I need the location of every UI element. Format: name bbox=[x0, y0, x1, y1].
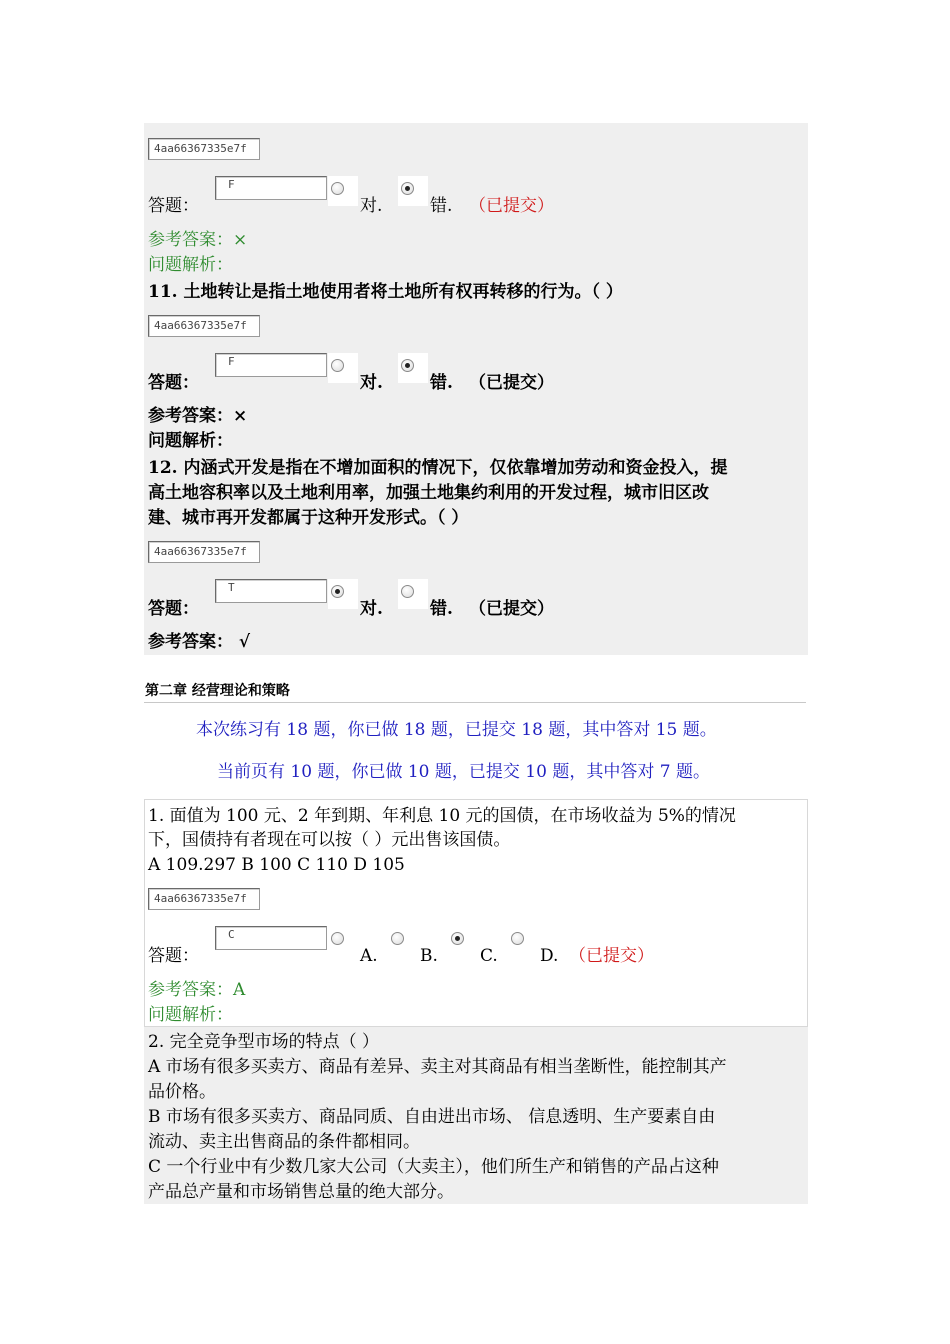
answer-label: 答题： bbox=[148, 196, 199, 216]
question-id-field[interactable]: 4aa66367335e7f bbox=[148, 138, 260, 160]
option-false-label: 错. bbox=[430, 373, 453, 393]
question-id-field[interactable]: 4aa66367335e7f bbox=[148, 541, 260, 563]
answer-input[interactable]: C bbox=[215, 926, 327, 950]
submitted-status: （已提交） bbox=[469, 373, 554, 393]
question-text-line: 12. 内涵式开发是指在不增加面积的情况下，仅依靠增加劳动和资金投入，提 bbox=[148, 458, 728, 478]
radio-option-b[interactable] bbox=[391, 932, 404, 945]
option-text-line: 流动、卖主出售商品的条件都相同。 bbox=[148, 1132, 420, 1152]
submitted-status: （已提交） bbox=[569, 946, 654, 966]
answer-input[interactable]: F bbox=[215, 353, 327, 377]
option-text-line: 品价格。 bbox=[148, 1082, 216, 1102]
option-true-label: 对. bbox=[360, 373, 383, 393]
submitted-status: （已提交） bbox=[469, 196, 554, 216]
analysis-label: 问题解析： bbox=[148, 1005, 233, 1025]
option-a-label: A. bbox=[360, 946, 378, 966]
option-text-line: C 一个行业中有少数几家大公司（大卖主），他们所生产和销售的产品占这种 bbox=[148, 1157, 719, 1177]
analysis-label: 问题解析： bbox=[148, 255, 233, 275]
radio-option-c[interactable] bbox=[451, 932, 464, 945]
radio-false[interactable] bbox=[401, 359, 414, 372]
question-text: 11. 土地转让是指土地使用者将土地所有权再转移的行为。（ ） bbox=[148, 282, 623, 302]
option-c-label: C. bbox=[480, 946, 498, 966]
option-d-label: D. bbox=[540, 946, 559, 966]
answer-label: 答题： bbox=[148, 946, 199, 966]
reference-answer: 参考答案：× bbox=[148, 406, 248, 426]
option-b-label: B. bbox=[420, 946, 438, 966]
question-id-field[interactable]: 4aa66367335e7f bbox=[148, 315, 260, 337]
analysis-label: 问题解析： bbox=[148, 431, 233, 451]
chapter-title: 第二章 经营理论和策略 bbox=[145, 683, 290, 699]
answer-input[interactable]: F bbox=[215, 176, 327, 200]
question-options: A 109.297 B 100 C 110 D 105 bbox=[148, 855, 405, 875]
radio-false[interactable] bbox=[401, 182, 414, 195]
option-false-label: 错. bbox=[430, 599, 453, 619]
radio-false[interactable] bbox=[401, 585, 414, 598]
option-text-line: A 市场有很多买卖方、商品有差异、卖主对其商品有相当垄断性，能控制其产 bbox=[148, 1057, 727, 1077]
summary-page: 当前页有 10 题，你已做 10 题，已提交 10 题，其中答对 7 题。 bbox=[217, 762, 710, 782]
option-text-line: B 市场有很多买卖方、商品同质、自由进出市场、 信息透明、生产要素自由 bbox=[148, 1107, 716, 1127]
question-text-line: 高土地容积率以及土地利用率，加强土地集约利用的开发过程，城市旧区改 bbox=[148, 483, 709, 503]
radio-option-d[interactable] bbox=[511, 932, 524, 945]
radio-option-a[interactable] bbox=[331, 932, 344, 945]
question-text-line: 下，国债持有者现在可以按（ ）元出售该国债。 bbox=[148, 830, 511, 850]
question-id-field[interactable]: 4aa66367335e7f bbox=[148, 888, 260, 910]
option-text-line: 产品总产量和市场销售总量的绝大部分。 bbox=[148, 1182, 454, 1202]
summary-total: 本次练习有 18 题，你已做 18 题，已提交 18 题，其中答对 15 题。 bbox=[196, 720, 717, 740]
option-false-label: 错. bbox=[430, 196, 453, 216]
radio-true[interactable] bbox=[331, 182, 344, 195]
reference-answer: 参考答案：A bbox=[148, 980, 246, 1000]
question-text-line: 1. 面值为 100 元、2 年到期、年利息 10 元的国债，在市场收益为 5%的情况 bbox=[148, 806, 736, 826]
reference-answer: 参考答案： √ bbox=[148, 632, 251, 652]
chapter-divider bbox=[144, 702, 806, 703]
question-text-line: 2. 完全竞争型市场的特点（ ） bbox=[148, 1032, 380, 1052]
answer-label: 答题： bbox=[148, 373, 199, 393]
option-true-label: 对. bbox=[360, 599, 383, 619]
submitted-status: （已提交） bbox=[469, 599, 554, 619]
answer-label: 答题： bbox=[148, 599, 199, 619]
reference-answer: 参考答案：× bbox=[148, 230, 248, 250]
option-true-label: 对. bbox=[360, 196, 383, 216]
question-text-line: 建、城市再开发都属于这种开发形式。（ ） bbox=[148, 508, 469, 528]
radio-true[interactable] bbox=[331, 359, 344, 372]
radio-true[interactable] bbox=[331, 585, 344, 598]
answer-input[interactable]: T bbox=[215, 579, 327, 603]
